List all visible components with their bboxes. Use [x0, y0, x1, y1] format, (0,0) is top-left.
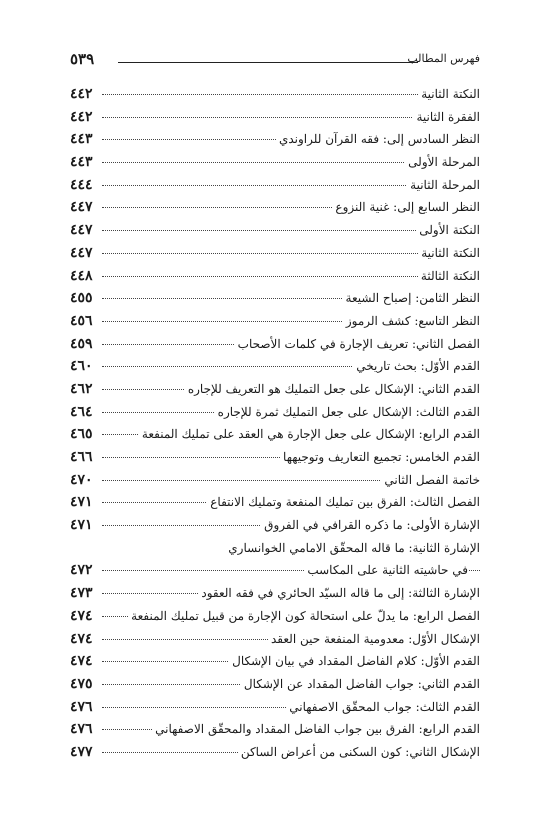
toc-entry: [70, 675, 480, 698]
toc-entry: [70, 221, 480, 244]
toc-entry-title: الإشارة الثانية: ما قاله المحقّق الامامي الخوانساري: [225, 541, 480, 555]
toc-entry-page: ٤٥٦: [70, 312, 93, 329]
toc-entry-title: القدم الأوّل: بحث تاريخي: [353, 359, 480, 373]
toc-entry-page: ٤٧٠: [70, 471, 93, 488]
toc-entry: [70, 335, 480, 358]
toc-entry-page: ٤٧٤: [70, 607, 93, 624]
toc-entry: [70, 561, 480, 584]
page-number: ٥٣٩: [70, 50, 95, 68]
toc-entry-page: ٤٤٧: [70, 244, 93, 261]
toc-entry-title: الإشارة الأولى: ما ذكره القرافي في الفروق: [261, 518, 480, 532]
toc-entry-page: ٤٧٤: [70, 653, 93, 670]
toc-entry-title: الفصل الرابع: ما يدلّ على استحالة كون الإجارة من قبيل تمليك المنفعة: [128, 609, 480, 623]
toc-entry-page: ٤٦٢: [70, 380, 93, 397]
toc-entry: [70, 743, 480, 766]
toc-entry-page: ٤٤٢: [70, 86, 93, 102]
toc-entry: [70, 698, 480, 721]
toc-entry-title: خاتمة الفصل الثاني: [381, 473, 480, 487]
toc-entry: [70, 630, 480, 653]
toc-entry-page: ٤٧٤: [70, 630, 93, 647]
toc-entry-page: ٤٤٧: [70, 222, 93, 239]
toc-entry: [70, 720, 480, 743]
toc-entry: [70, 267, 480, 290]
toc-entry-page: ٤٧١: [70, 517, 93, 534]
toc-entry-page: ٤٧٥: [70, 675, 93, 692]
toc-entry-title: القدم الثالث: جواب المحقّق الاصفهاني: [286, 700, 480, 714]
toc-entry-title: الإشكال الثاني: كون السكنى من أعراض الساكن: [238, 745, 480, 759]
toc-entry-title: الإشارة الثالثة: إلى ما قاله السيّد الحائري في فقه العقود: [198, 586, 480, 600]
toc-entry-page: ٤٧٦: [70, 721, 93, 738]
toc-entry-title: القدم الرابع: الفرق بين جواب الفاضل المقداد والمحقّق الاصفهاني: [152, 722, 480, 736]
toc-entry: [70, 289, 480, 312]
toc-entry-page: ٤٤٧: [70, 199, 93, 216]
toc-entry-title: النكتة الثالثة: [418, 269, 480, 283]
toc-entry: [70, 380, 480, 403]
toc-entry: [70, 357, 480, 380]
toc-entry-title: القدم الثاني: جواب الفاضل المقداد عن الإشكال: [241, 677, 480, 691]
toc-entry-title: النكتة الثانية: [418, 87, 480, 101]
toc-entry-title: الإشكال الأوّل: معدومية المنفعة حين العقد: [268, 632, 480, 646]
toc-entry-title: النظر السادس إلى: فقه القرآن للراوندي: [276, 132, 480, 146]
toc-entry: [70, 652, 480, 675]
toc-entry-title: النكتة الثانية: [418, 246, 480, 260]
toc-entry: [70, 471, 480, 494]
toc-entry: [70, 244, 480, 267]
toc-entry-page: ٤٧٣: [70, 585, 93, 602]
toc-entry-page: ٤٦٥: [70, 426, 93, 443]
toc-entry-page: ٤٥٩: [70, 335, 93, 352]
toc-entry-page: ٤٤٣: [70, 131, 93, 148]
toc-entry: [70, 130, 480, 153]
toc-entry-title: في حاشيته الثانية على المكاسب: [304, 563, 468, 577]
toc-entry-title: النظر السابع إلى: غنية النزوع: [332, 200, 480, 214]
toc-entry: [70, 153, 480, 176]
toc-entry: [70, 198, 480, 221]
toc-entry-title: القدم الثاني: الإشكال على جعل التمليك هو التعريف للإجاره: [185, 382, 480, 396]
toc-entry: [70, 493, 480, 516]
toc-entry-page: ٤٦٠: [70, 358, 93, 375]
toc-entry-title: النظر التاسع: كشف الرموز: [343, 314, 480, 328]
toc-entry: [70, 516, 480, 539]
toc-entry-title: النظر الثامن: إصباح الشيعة: [343, 291, 480, 305]
toc-entry-page: ٤٦٦: [70, 449, 93, 465]
toc-entry-page: ٤٧١: [70, 494, 93, 511]
page-header: [70, 50, 480, 74]
toc-entry-title: القدم الخامس: تجميع التعاريف وتوجيهها: [280, 450, 480, 464]
toc-entry-title: المرحلة الأولى: [405, 155, 480, 169]
toc-entry: [70, 85, 480, 108]
toc-entry-page: ٤٤٣: [70, 154, 93, 171]
running-title: فهرس المطالب: [407, 52, 480, 65]
toc-entry-page: ٤٧٢: [70, 562, 93, 579]
toc-entry: [70, 539, 480, 562]
toc-entry: [70, 584, 480, 607]
toc-entry-title: القدم الثالث: الإشكال على جعل التمليك ثمرة للإجاره: [215, 405, 480, 419]
toc-entry-page: ٤٤٤: [70, 176, 93, 193]
table-of-contents: [70, 85, 480, 766]
toc-entry-page: ٤٧٧: [70, 743, 93, 760]
toc-entry-page: ٤٥٥: [70, 290, 93, 307]
toc-entry-title: الفقرة الثانية: [413, 110, 480, 124]
toc-entry-title: القدم الأوّل: كلام الفاضل المقداد في بيان الإشكال: [229, 654, 480, 668]
toc-entry: [70, 108, 480, 131]
toc-entry-page: ٤٦٤: [70, 403, 93, 420]
header-rule: [118, 62, 418, 63]
toc-entry-title: القدم الرابع: الإشكال على جعل الإجارة هي العقد على تمليك المنفعة: [139, 427, 480, 441]
toc-entry-title: الفصل الثاني: تعريف الإجارة في كلمات الأصحاب: [235, 337, 480, 351]
toc-entry-title: النكتة الأولى: [416, 223, 480, 237]
toc-entry: [70, 425, 480, 448]
toc-entry: [70, 312, 480, 335]
toc-entry-page: ٤٤٢: [70, 108, 93, 125]
toc-entry-title: الفصل الثالث: الفرق بين تمليك المنفعة وتمليك الانتفاع: [207, 495, 480, 509]
toc-entry: [70, 176, 480, 199]
toc-entry-title: المرحلة الثانية: [407, 178, 480, 192]
toc-entry-page: ٤٤٨: [70, 267, 93, 284]
toc-entry: [70, 403, 480, 426]
toc-entry-page: ٤٧٦: [70, 698, 93, 715]
toc-entry: [70, 607, 480, 630]
toc-entry: [70, 448, 480, 471]
